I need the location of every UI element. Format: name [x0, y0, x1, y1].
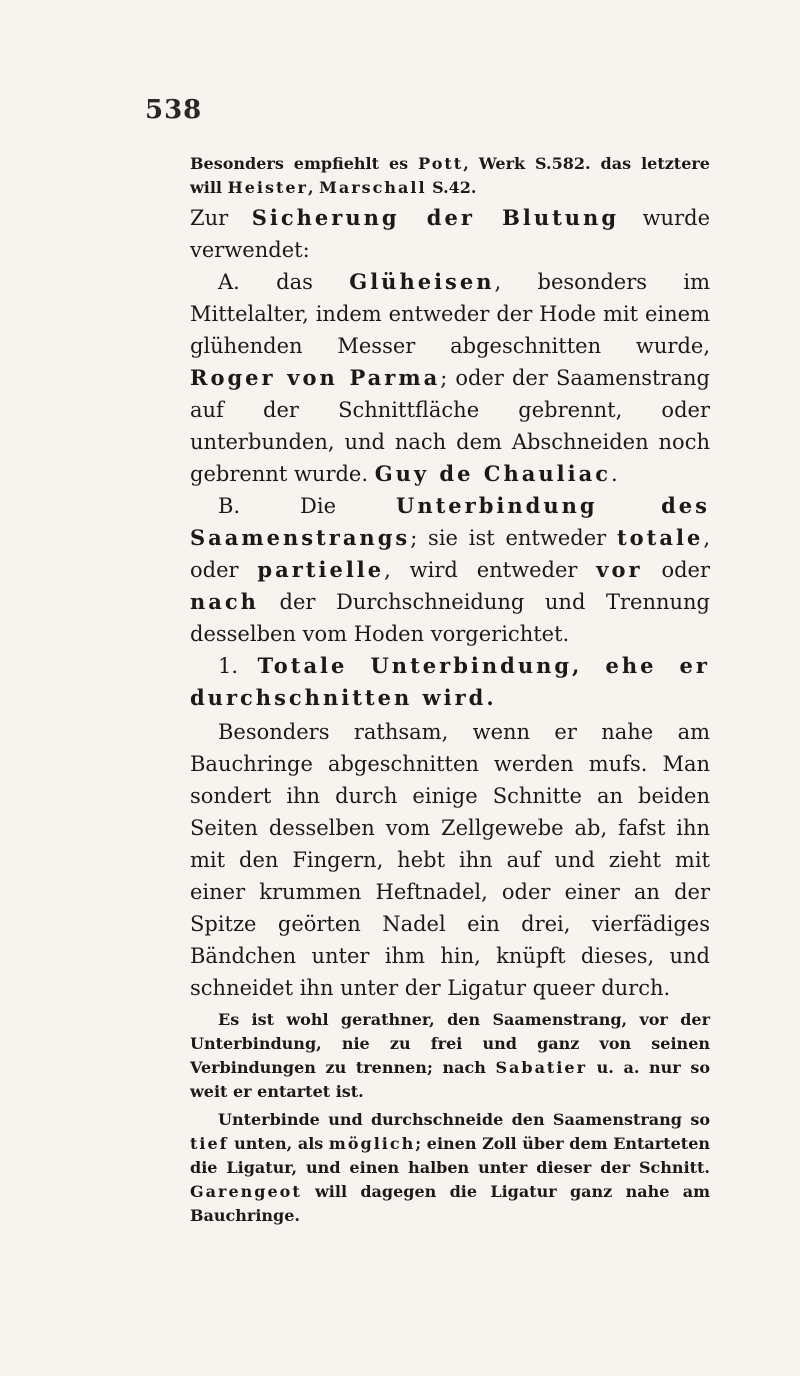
text-run: A. das: [218, 270, 350, 294]
author-name: Guy de Chauliac: [374, 461, 611, 486]
emphasized-term: partielle: [257, 557, 385, 582]
footnote-recommendation: [190, 152, 710, 200]
text-run: Es ist wohl gerathner, den Saamenstrang, vor der Unterbindung, nie zu frei und ganz von seinen Verbindungen zu trennen; nach: [190, 1010, 710, 1077]
subsection-heading: [190, 650, 710, 714]
emphasized-term: tief: [190, 1134, 229, 1153]
author-name: Pott: [418, 154, 464, 173]
text-run: unten, als: [228, 1134, 329, 1153]
text-run: .: [611, 462, 618, 486]
emphasized-term: Totale Unterbindung, ehe er durchschnitten wird.: [190, 653, 710, 710]
emphasized-term: Glüheisen: [349, 269, 495, 294]
emphasized-term: möglich: [328, 1134, 416, 1153]
text-run: oder: [642, 558, 710, 582]
section-heading: [190, 202, 710, 266]
text-run: u. a. nur so weit er entartet ist.: [190, 1058, 710, 1101]
author-name: Sabatier: [495, 1058, 588, 1077]
emphasized-term: nach: [190, 589, 259, 614]
emphasized-term: Sicherung der Blutung: [251, 205, 620, 230]
text-run: , Werk S.582. das letztere will: [190, 154, 710, 197]
text-run: ; oder der Saamenstrang auf der Schnittfläche gebrennt, oder unterbunden, und nach dem Abschneiden noch gebrennt wurde.: [190, 366, 710, 486]
text-run: Besonders empfiehlt es: [190, 154, 419, 173]
author-name: Garengeot: [190, 1182, 302, 1201]
text-run: S.42.: [426, 178, 477, 197]
text-run: der Durchschneidung und Trennung desselben vom Hoden vorgerichtet.: [190, 590, 710, 646]
page-number: 538: [145, 95, 203, 125]
text-run: Unterbinde und durchschneide den Saamenstrang so: [218, 1110, 710, 1129]
text-run: , oder: [190, 526, 710, 582]
emphasized-term: vor: [596, 557, 643, 582]
text-run: 1.: [218, 654, 258, 678]
emphasized-term: Unterbindung des Saamenstrangs: [190, 493, 710, 550]
text-run: Zur: [190, 206, 252, 230]
author-name: Roger von Parma: [190, 365, 441, 390]
text-run: wurde verwendet:: [190, 206, 710, 262]
author-name: Heister: [227, 178, 308, 197]
footnote-2: [190, 1108, 710, 1228]
text-run: , wird entweder: [384, 558, 597, 582]
author-name: Marschall: [319, 178, 427, 197]
text-run: ,: [307, 178, 320, 197]
paragraph-a: [190, 266, 710, 490]
paragraph-main: Besonders rathsam, wenn er nahe am Bauchringe abgeschnitten werden mufs. Man sondert ihn durch einige Schnitte an beiden Seiten desselben vom Zellgewebe ab, fafst ihn mit den Fingern, hebt ihn auf und zieht mit einer krummen Heftnadel, oder einer an der Spitze geörten Nadel ein drei, vierfädiges Bändchen unter ihm hin, knüpft dieses, und schneidet ihn unter der Ligatur queer durch.: [190, 720, 710, 1000]
paragraph-b: [190, 490, 710, 650]
text-run: will dagegen die Ligatur ganz nahe am Bauchringe.: [190, 1182, 710, 1225]
footnote-1: [190, 1008, 710, 1104]
text-run: B. Die: [218, 494, 396, 518]
text-run: , besonders im Mittelalter, indem entweder der Hode mit einem glühenden Messer abgeschnitten wurde,: [190, 270, 710, 358]
text-run: ; einen Zoll über dem Entarteten die Ligatur, und einen halben unter dieser der Schnitt.: [190, 1134, 711, 1177]
text-column: [190, 152, 710, 1228]
text-run: ; sie ist entweder: [410, 526, 617, 550]
emphasized-term: totale: [616, 525, 704, 550]
